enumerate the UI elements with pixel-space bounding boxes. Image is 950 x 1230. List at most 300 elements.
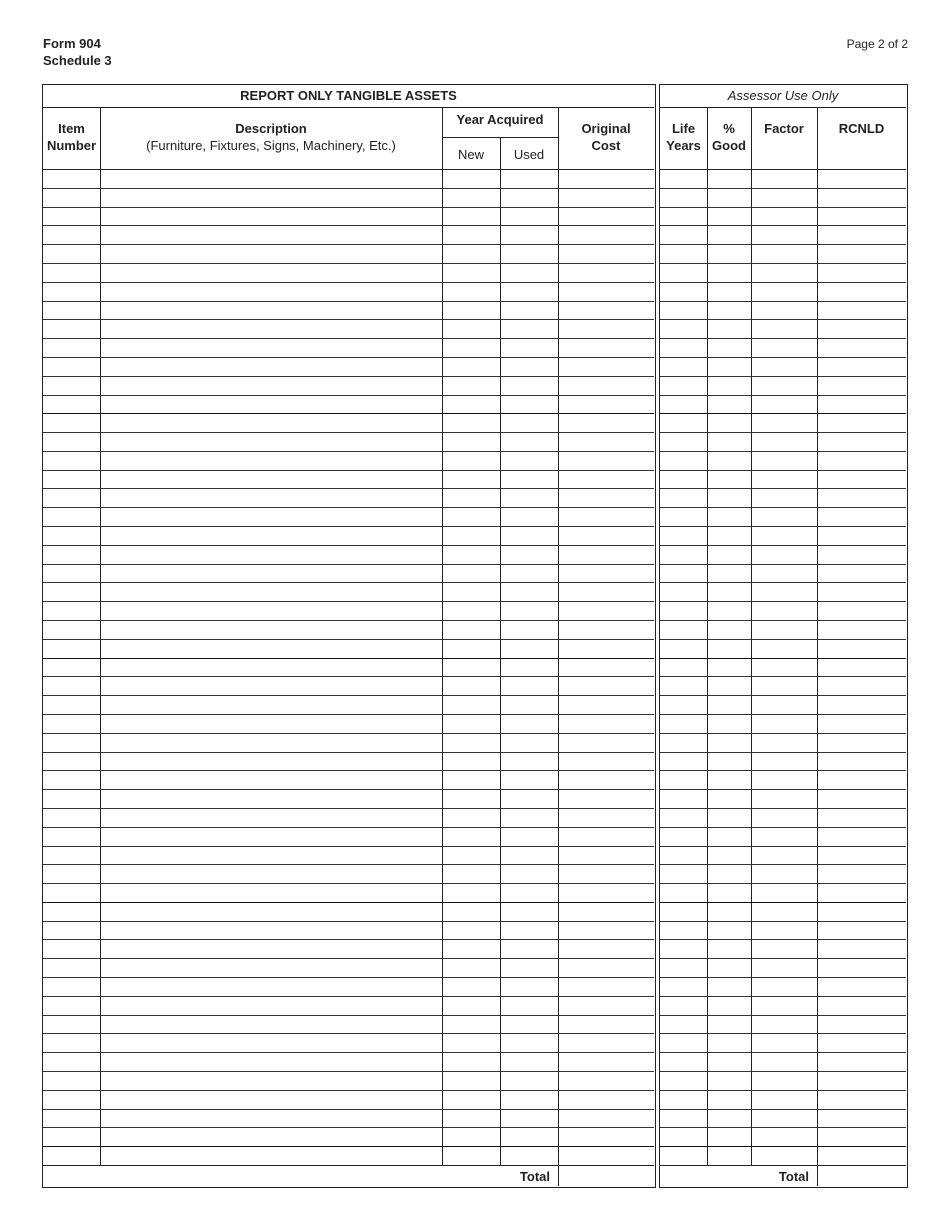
item-number-field[interactable] xyxy=(44,847,99,864)
original-cost-field[interactable] xyxy=(559,546,653,563)
life-years-field[interactable] xyxy=(661,189,706,206)
year-used-field[interactable] xyxy=(501,884,557,901)
life-years-field[interactable] xyxy=(661,884,706,901)
item-number-field[interactable] xyxy=(44,320,99,337)
description-field[interactable] xyxy=(101,208,441,225)
percent-good-field[interactable] xyxy=(708,583,750,600)
percent-good-field[interactable] xyxy=(708,790,750,807)
item-number-field[interactable] xyxy=(44,640,99,657)
description-field[interactable] xyxy=(101,583,441,600)
rcnld-field[interactable] xyxy=(818,790,905,807)
description-field[interactable] xyxy=(101,602,441,619)
factor-field[interactable] xyxy=(752,320,816,337)
life-years-field[interactable] xyxy=(661,339,706,356)
year-new-field[interactable] xyxy=(443,264,499,281)
percent-good-field[interactable] xyxy=(708,715,750,732)
year-new-field[interactable] xyxy=(443,602,499,619)
item-number-field[interactable] xyxy=(44,170,99,187)
life-years-field[interactable] xyxy=(661,283,706,300)
factor-field[interactable] xyxy=(752,302,816,319)
item-number-field[interactable] xyxy=(44,884,99,901)
life-years-field[interactable] xyxy=(661,753,706,770)
percent-good-field[interactable] xyxy=(708,208,750,225)
life-years-field[interactable] xyxy=(661,226,706,243)
rcnld-field[interactable] xyxy=(818,414,905,431)
life-years-field[interactable] xyxy=(661,264,706,281)
original-cost-field[interactable] xyxy=(559,189,653,206)
year-used-field[interactable] xyxy=(501,940,557,957)
item-number-field[interactable] xyxy=(44,339,99,356)
original-cost-field[interactable] xyxy=(559,865,653,882)
rcnld-field[interactable] xyxy=(818,734,905,751)
year-used-field[interactable] xyxy=(501,865,557,882)
description-field[interactable] xyxy=(101,828,441,845)
original-cost-field[interactable] xyxy=(559,1128,653,1145)
item-number-field[interactable] xyxy=(44,189,99,206)
year-new-field[interactable] xyxy=(443,1016,499,1033)
original-cost-field[interactable] xyxy=(559,1091,653,1108)
percent-good-field[interactable] xyxy=(708,1072,750,1089)
rcnld-field[interactable] xyxy=(818,978,905,995)
description-field[interactable] xyxy=(101,1147,441,1164)
original-cost-field[interactable] xyxy=(559,377,653,394)
item-number-field[interactable] xyxy=(44,865,99,882)
item-number-field[interactable] xyxy=(44,1110,99,1127)
year-used-field[interactable] xyxy=(501,245,557,262)
year-new-field[interactable] xyxy=(443,189,499,206)
original-cost-field[interactable] xyxy=(559,565,653,582)
description-field[interactable] xyxy=(101,433,441,450)
life-years-field[interactable] xyxy=(661,640,706,657)
item-number-field[interactable] xyxy=(44,302,99,319)
description-field[interactable] xyxy=(101,809,441,826)
life-years-field[interactable] xyxy=(661,940,706,957)
year-new-field[interactable] xyxy=(443,771,499,788)
year-new-field[interactable] xyxy=(443,734,499,751)
factor-field[interactable] xyxy=(752,527,816,544)
rcnld-field[interactable] xyxy=(818,302,905,319)
life-years-field[interactable] xyxy=(661,734,706,751)
year-used-field[interactable] xyxy=(501,1128,557,1145)
rcnld-field[interactable] xyxy=(818,677,905,694)
life-years-field[interactable] xyxy=(661,170,706,187)
factor-field[interactable] xyxy=(752,189,816,206)
percent-good-field[interactable] xyxy=(708,1128,750,1145)
description-field[interactable] xyxy=(101,527,441,544)
item-number-field[interactable] xyxy=(44,715,99,732)
description-field[interactable] xyxy=(101,771,441,788)
life-years-field[interactable] xyxy=(661,997,706,1014)
factor-field[interactable] xyxy=(752,771,816,788)
factor-field[interactable] xyxy=(752,940,816,957)
factor-field[interactable] xyxy=(752,489,816,506)
factor-field[interactable] xyxy=(752,696,816,713)
original-cost-field[interactable] xyxy=(559,940,653,957)
description-field[interactable] xyxy=(101,922,441,939)
rcnld-field[interactable] xyxy=(818,471,905,488)
rcnld-field[interactable] xyxy=(818,508,905,525)
original-cost-field[interactable] xyxy=(559,997,653,1014)
factor-field[interactable] xyxy=(752,546,816,563)
description-field[interactable] xyxy=(101,753,441,770)
factor-field[interactable] xyxy=(752,884,816,901)
description-field[interactable] xyxy=(101,226,441,243)
description-field[interactable] xyxy=(101,847,441,864)
description-field[interactable] xyxy=(101,264,441,281)
life-years-field[interactable] xyxy=(661,358,706,375)
factor-field[interactable] xyxy=(752,865,816,882)
percent-good-field[interactable] xyxy=(708,847,750,864)
factor-field[interactable] xyxy=(752,1016,816,1033)
year-used-field[interactable] xyxy=(501,1053,557,1070)
item-number-field[interactable] xyxy=(44,602,99,619)
year-new-field[interactable] xyxy=(443,809,499,826)
factor-field[interactable] xyxy=(752,959,816,976)
factor-field[interactable] xyxy=(752,358,816,375)
description-field[interactable] xyxy=(101,414,441,431)
year-used-field[interactable] xyxy=(501,339,557,356)
rcnld-field[interactable] xyxy=(818,602,905,619)
life-years-field[interactable] xyxy=(661,565,706,582)
factor-field[interactable] xyxy=(752,226,816,243)
factor-field[interactable] xyxy=(752,583,816,600)
percent-good-field[interactable] xyxy=(708,959,750,976)
rcnld-field[interactable] xyxy=(818,847,905,864)
item-number-field[interactable] xyxy=(44,396,99,413)
percent-good-field[interactable] xyxy=(708,170,750,187)
life-years-field[interactable] xyxy=(661,959,706,976)
year-new-field[interactable] xyxy=(443,1128,499,1145)
life-years-field[interactable] xyxy=(661,1091,706,1108)
year-used-field[interactable] xyxy=(501,997,557,1014)
year-used-field[interactable] xyxy=(501,583,557,600)
year-new-field[interactable] xyxy=(443,377,499,394)
percent-good-field[interactable] xyxy=(708,1110,750,1127)
item-number-field[interactable] xyxy=(44,771,99,788)
original-cost-field[interactable] xyxy=(559,320,653,337)
factor-field[interactable] xyxy=(752,170,816,187)
year-used-field[interactable] xyxy=(501,677,557,694)
percent-good-field[interactable] xyxy=(708,565,750,582)
original-cost-field[interactable] xyxy=(559,508,653,525)
description-field[interactable] xyxy=(101,170,441,187)
life-years-field[interactable] xyxy=(661,302,706,319)
life-years-field[interactable] xyxy=(661,433,706,450)
life-years-field[interactable] xyxy=(661,489,706,506)
percent-good-field[interactable] xyxy=(708,602,750,619)
factor-field[interactable] xyxy=(752,978,816,995)
year-used-field[interactable] xyxy=(501,1110,557,1127)
factor-field[interactable] xyxy=(752,734,816,751)
rcnld-field[interactable] xyxy=(818,1110,905,1127)
percent-good-field[interactable] xyxy=(708,621,750,638)
original-cost-field[interactable] xyxy=(559,621,653,638)
description-field[interactable] xyxy=(101,903,441,920)
life-years-field[interactable] xyxy=(661,978,706,995)
year-used-field[interactable] xyxy=(501,302,557,319)
life-years-field[interactable] xyxy=(661,865,706,882)
item-number-field[interactable] xyxy=(44,677,99,694)
original-cost-field[interactable] xyxy=(559,828,653,845)
year-new-field[interactable] xyxy=(443,997,499,1014)
factor-field[interactable] xyxy=(752,677,816,694)
rcnld-field[interactable] xyxy=(818,320,905,337)
year-new-field[interactable] xyxy=(443,1147,499,1164)
life-years-field[interactable] xyxy=(661,377,706,394)
year-used-field[interactable] xyxy=(501,565,557,582)
percent-good-field[interactable] xyxy=(708,433,750,450)
rcnld-field[interactable] xyxy=(818,922,905,939)
life-years-field[interactable] xyxy=(661,847,706,864)
original-cost-field[interactable] xyxy=(559,1147,653,1164)
description-field[interactable] xyxy=(101,659,441,676)
original-cost-field[interactable] xyxy=(559,903,653,920)
item-number-field[interactable] xyxy=(44,264,99,281)
description-field[interactable] xyxy=(101,339,441,356)
life-years-field[interactable] xyxy=(661,396,706,413)
year-new-field[interactable] xyxy=(443,226,499,243)
year-used-field[interactable] xyxy=(501,546,557,563)
percent-good-field[interactable] xyxy=(708,659,750,676)
year-new-field[interactable] xyxy=(443,471,499,488)
rcnld-field[interactable] xyxy=(818,339,905,356)
year-new-field[interactable] xyxy=(443,715,499,732)
year-new-field[interactable] xyxy=(443,508,499,525)
year-new-field[interactable] xyxy=(443,940,499,957)
description-field[interactable] xyxy=(101,489,441,506)
rcnld-field[interactable] xyxy=(818,283,905,300)
percent-good-field[interactable] xyxy=(708,377,750,394)
factor-field[interactable] xyxy=(752,471,816,488)
factor-field[interactable] xyxy=(752,1128,816,1145)
item-number-field[interactable] xyxy=(44,978,99,995)
description-field[interactable] xyxy=(101,1110,441,1127)
description-field[interactable] xyxy=(101,189,441,206)
original-cost-field[interactable] xyxy=(559,771,653,788)
original-cost-field[interactable] xyxy=(559,734,653,751)
year-new-field[interactable] xyxy=(443,452,499,469)
factor-field[interactable] xyxy=(752,1110,816,1127)
item-number-field[interactable] xyxy=(44,809,99,826)
factor-field[interactable] xyxy=(752,208,816,225)
percent-good-field[interactable] xyxy=(708,922,750,939)
year-used-field[interactable] xyxy=(501,320,557,337)
original-cost-field[interactable] xyxy=(559,640,653,657)
rcnld-field[interactable] xyxy=(818,452,905,469)
rcnld-field[interactable] xyxy=(818,865,905,882)
description-field[interactable] xyxy=(101,696,441,713)
percent-good-field[interactable] xyxy=(708,734,750,751)
percent-good-field[interactable] xyxy=(708,1147,750,1164)
item-number-field[interactable] xyxy=(44,471,99,488)
rcnld-field[interactable] xyxy=(818,959,905,976)
original-cost-field[interactable] xyxy=(559,471,653,488)
percent-good-field[interactable] xyxy=(708,358,750,375)
percent-good-field[interactable] xyxy=(708,320,750,337)
description-field[interactable] xyxy=(101,734,441,751)
description-field[interactable] xyxy=(101,1034,441,1051)
percent-good-field[interactable] xyxy=(708,809,750,826)
factor-field[interactable] xyxy=(752,396,816,413)
percent-good-field[interactable] xyxy=(708,1053,750,1070)
factor-field[interactable] xyxy=(752,452,816,469)
factor-field[interactable] xyxy=(752,1072,816,1089)
item-number-field[interactable] xyxy=(44,1053,99,1070)
item-number-field[interactable] xyxy=(44,452,99,469)
year-new-field[interactable] xyxy=(443,320,499,337)
percent-good-field[interactable] xyxy=(708,339,750,356)
factor-field[interactable] xyxy=(752,283,816,300)
year-used-field[interactable] xyxy=(501,659,557,676)
life-years-field[interactable] xyxy=(661,621,706,638)
rcnld-field[interactable] xyxy=(818,640,905,657)
factor-field[interactable] xyxy=(752,602,816,619)
description-field[interactable] xyxy=(101,1072,441,1089)
life-years-field[interactable] xyxy=(661,1034,706,1051)
original-cost-field[interactable] xyxy=(559,1016,653,1033)
item-number-field[interactable] xyxy=(44,208,99,225)
year-new-field[interactable] xyxy=(443,414,499,431)
rcnld-field[interactable] xyxy=(818,546,905,563)
life-years-field[interactable] xyxy=(661,696,706,713)
life-years-field[interactable] xyxy=(661,602,706,619)
description-field[interactable] xyxy=(101,358,441,375)
original-cost-field[interactable] xyxy=(559,978,653,995)
year-new-field[interactable] xyxy=(443,847,499,864)
year-used-field[interactable] xyxy=(501,771,557,788)
percent-good-field[interactable] xyxy=(708,508,750,525)
original-cost-field[interactable] xyxy=(559,527,653,544)
year-used-field[interactable] xyxy=(501,452,557,469)
original-cost-field[interactable] xyxy=(559,753,653,770)
original-cost-field[interactable] xyxy=(559,396,653,413)
life-years-field[interactable] xyxy=(661,771,706,788)
description-field[interactable] xyxy=(101,940,441,957)
percent-good-field[interactable] xyxy=(708,546,750,563)
item-number-field[interactable] xyxy=(44,583,99,600)
rcnld-field[interactable] xyxy=(818,696,905,713)
year-new-field[interactable] xyxy=(443,865,499,882)
year-used-field[interactable] xyxy=(501,1016,557,1033)
year-used-field[interactable] xyxy=(501,828,557,845)
life-years-field[interactable] xyxy=(661,471,706,488)
item-number-field[interactable] xyxy=(44,922,99,939)
description-field[interactable] xyxy=(101,1016,441,1033)
original-cost-field[interactable] xyxy=(559,602,653,619)
rcnld-field[interactable] xyxy=(818,771,905,788)
percent-good-field[interactable] xyxy=(708,245,750,262)
item-number-field[interactable] xyxy=(44,753,99,770)
rcnld-field[interactable] xyxy=(818,170,905,187)
description-field[interactable] xyxy=(101,884,441,901)
life-years-field[interactable] xyxy=(661,1147,706,1164)
original-cost-field[interactable] xyxy=(559,208,653,225)
life-years-field[interactable] xyxy=(661,677,706,694)
percent-good-field[interactable] xyxy=(708,396,750,413)
year-used-field[interactable] xyxy=(501,433,557,450)
life-years-field[interactable] xyxy=(661,245,706,262)
original-cost-field[interactable] xyxy=(559,170,653,187)
year-new-field[interactable] xyxy=(443,396,499,413)
year-new-field[interactable] xyxy=(443,753,499,770)
original-cost-field[interactable] xyxy=(559,245,653,262)
life-years-field[interactable] xyxy=(661,452,706,469)
life-years-field[interactable] xyxy=(661,715,706,732)
year-used-field[interactable] xyxy=(501,922,557,939)
original-cost-field[interactable] xyxy=(559,696,653,713)
year-new-field[interactable] xyxy=(443,527,499,544)
description-field[interactable] xyxy=(101,546,441,563)
factor-field[interactable] xyxy=(752,1053,816,1070)
item-number-field[interactable] xyxy=(44,696,99,713)
item-number-field[interactable] xyxy=(44,283,99,300)
year-used-field[interactable] xyxy=(501,621,557,638)
year-used-field[interactable] xyxy=(501,377,557,394)
year-used-field[interactable] xyxy=(501,471,557,488)
year-used-field[interactable] xyxy=(501,527,557,544)
percent-good-field[interactable] xyxy=(708,677,750,694)
year-new-field[interactable] xyxy=(443,565,499,582)
percent-good-field[interactable] xyxy=(708,264,750,281)
description-field[interactable] xyxy=(101,1128,441,1145)
item-number-field[interactable] xyxy=(44,358,99,375)
year-new-field[interactable] xyxy=(443,959,499,976)
year-used-field[interactable] xyxy=(501,1072,557,1089)
factor-field[interactable] xyxy=(752,790,816,807)
year-used-field[interactable] xyxy=(501,1091,557,1108)
percent-good-field[interactable] xyxy=(708,753,750,770)
year-used-field[interactable] xyxy=(501,208,557,225)
factor-field[interactable] xyxy=(752,621,816,638)
life-years-field[interactable] xyxy=(661,208,706,225)
rcnld-field[interactable] xyxy=(818,1091,905,1108)
factor-field[interactable] xyxy=(752,264,816,281)
description-field[interactable] xyxy=(101,471,441,488)
percent-good-field[interactable] xyxy=(708,865,750,882)
life-years-field[interactable] xyxy=(661,809,706,826)
year-new-field[interactable] xyxy=(443,640,499,657)
percent-good-field[interactable] xyxy=(708,452,750,469)
rcnld-field[interactable] xyxy=(818,1034,905,1051)
year-new-field[interactable] xyxy=(443,1110,499,1127)
original-cost-field[interactable] xyxy=(559,809,653,826)
year-used-field[interactable] xyxy=(501,790,557,807)
life-years-field[interactable] xyxy=(661,1128,706,1145)
factor-field[interactable] xyxy=(752,715,816,732)
life-years-field[interactable] xyxy=(661,546,706,563)
description-field[interactable] xyxy=(101,1053,441,1070)
item-number-field[interactable] xyxy=(44,790,99,807)
year-used-field[interactable] xyxy=(501,1034,557,1051)
rcnld-field[interactable] xyxy=(818,433,905,450)
rcnld-field[interactable] xyxy=(818,1147,905,1164)
original-cost-field[interactable] xyxy=(559,790,653,807)
year-used-field[interactable] xyxy=(501,396,557,413)
factor-field[interactable] xyxy=(752,903,816,920)
item-number-field[interactable] xyxy=(44,621,99,638)
item-number-field[interactable] xyxy=(44,903,99,920)
item-number-field[interactable] xyxy=(44,433,99,450)
original-cost-field[interactable] xyxy=(559,922,653,939)
year-used-field[interactable] xyxy=(501,696,557,713)
original-cost-field[interactable] xyxy=(559,489,653,506)
percent-good-field[interactable] xyxy=(708,489,750,506)
year-new-field[interactable] xyxy=(443,489,499,506)
description-field[interactable] xyxy=(101,997,441,1014)
description-field[interactable] xyxy=(101,396,441,413)
description-field[interactable] xyxy=(101,621,441,638)
year-used-field[interactable] xyxy=(501,640,557,657)
